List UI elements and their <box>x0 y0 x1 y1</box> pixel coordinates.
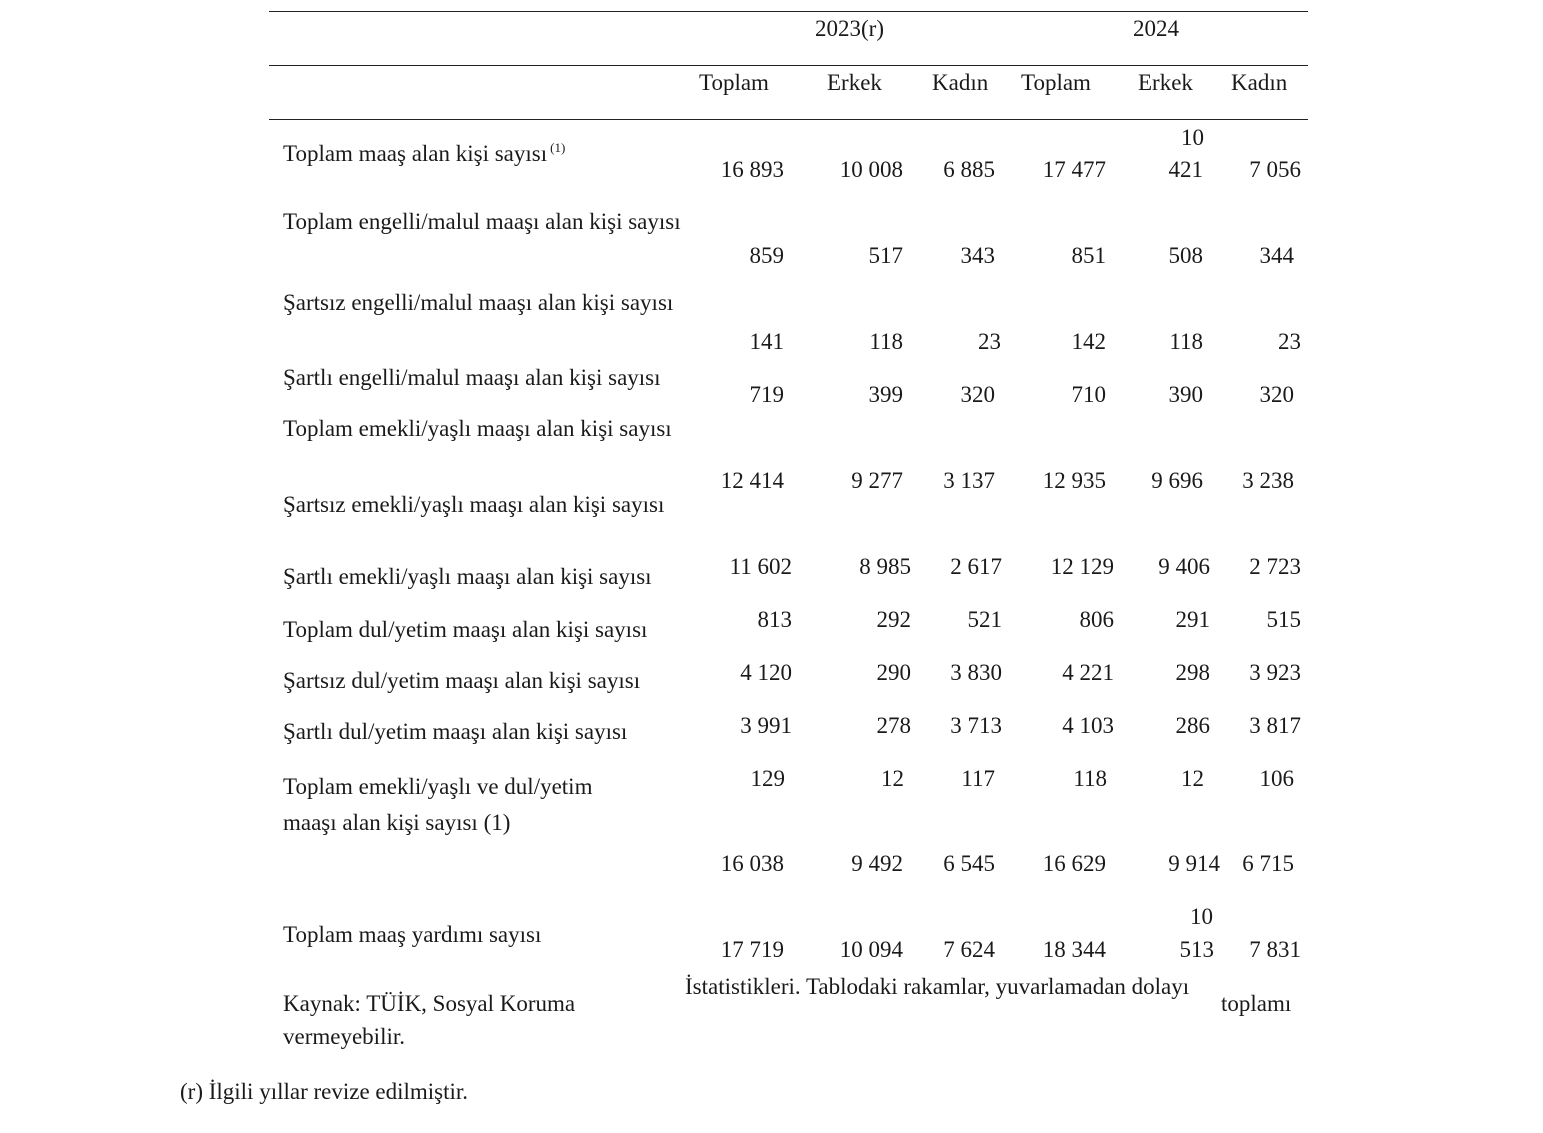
value-cell: 118 <box>1169 329 1203 354</box>
value-cell: 10 <box>1190 904 1213 929</box>
value-cell: 9 914 <box>1168 851 1220 876</box>
value-cell: 8 985 <box>859 554 911 579</box>
row-label: Toplam dul/yetim maaşı alan kişi sayısı <box>283 617 648 642</box>
value-cell: 421 <box>1168 157 1203 182</box>
value-cell: 290 <box>876 660 911 685</box>
value-cell: 343 <box>960 243 995 268</box>
value-cell: 12 129 <box>1050 554 1114 579</box>
value-cell: 9 406 <box>1158 554 1210 579</box>
value-cell: 12 935 <box>1042 468 1106 493</box>
value-cell: 11 602 <box>729 554 792 579</box>
source-note-part2: İstatistikleri. Tablodaki rakamlar, yuvarlamadan dolayı <box>685 974 1190 999</box>
value-cell: 106 <box>1259 766 1294 791</box>
value-cell: 6 715 <box>1242 851 1294 876</box>
value-cell: 118 <box>1073 766 1107 791</box>
value-cell: 9 492 <box>851 851 903 876</box>
value-cell: 12 <box>1181 766 1204 791</box>
row-label: Şartlı emekli/yaşlı maaşı alan kişi sayısı <box>283 564 652 589</box>
value-cell: 286 <box>1175 713 1210 738</box>
value-cell: 16 629 <box>1042 851 1106 876</box>
value-cell: 12 <box>881 766 904 791</box>
value-cell: 7 831 <box>1249 937 1301 962</box>
value-cell: 117 <box>961 766 995 791</box>
value-cell: 3 137 <box>943 468 995 493</box>
value-cell: 6 545 <box>943 851 995 876</box>
value-cell: 2 617 <box>950 554 1002 579</box>
value-cell: 344 <box>1259 243 1294 268</box>
value-cell: 515 <box>1266 607 1301 632</box>
value-cell: 118 <box>869 329 903 354</box>
value-cell: 23 <box>978 329 1001 354</box>
col-erkek-2023: Erkek <box>827 70 882 95</box>
row-label: Şartlı dul/yetim maaşı alan kişi sayısı <box>283 719 628 744</box>
table-top-rule <box>269 11 1308 12</box>
year-header-rule <box>269 65 1308 66</box>
source-note-part3: toplamı <box>1221 991 1292 1016</box>
value-cell: 7 056 <box>1249 157 1301 182</box>
value-cell: 3 817 <box>1249 713 1301 738</box>
value-cell: 4 120 <box>740 660 792 685</box>
year-2023-header: 2023(r) <box>815 16 884 41</box>
value-cell: 719 <box>749 382 784 407</box>
value-cell: 10 008 <box>839 157 903 182</box>
value-cell: 142 <box>1071 329 1106 354</box>
value-cell: 859 <box>749 243 784 268</box>
value-cell: 16 038 <box>720 851 784 876</box>
value-cell: 291 <box>1175 607 1210 632</box>
value-cell: 4 221 <box>1062 660 1114 685</box>
row-label: Toplam emekli/yaşlı maaşı alan kişi sayısı <box>283 416 672 441</box>
value-cell: 320 <box>1259 382 1294 407</box>
row-note: (1) <box>550 140 566 155</box>
source-note-part4: vermeyebilir. <box>283 1024 405 1049</box>
value-cell: 17 719 <box>720 937 784 962</box>
value-cell: 12 414 <box>720 468 784 493</box>
value-cell: 513 <box>1179 937 1214 962</box>
value-cell: 399 <box>868 382 903 407</box>
value-cell: 851 <box>1071 243 1106 268</box>
col-kadin-2023: Kadın <box>932 70 989 95</box>
row-label: Şartlı engelli/malul maaşı alan kişi sayısı <box>283 365 661 390</box>
col-kadin-2024: Kadın <box>1231 70 1288 95</box>
value-cell: 278 <box>876 713 911 738</box>
footnote: (r) İlgili yıllar revize edilmiştir. <box>180 1079 469 1104</box>
row-label: Şartsız emekli/yaşlı maaşı alan kişi sayısı <box>283 492 665 517</box>
col-erkek-2024: Erkek <box>1138 70 1193 95</box>
value-cell: 508 <box>1168 243 1203 268</box>
value-cell: 10 094 <box>839 937 903 962</box>
value-cell: 2 723 <box>1249 554 1301 579</box>
value-cell: 16 893 <box>720 157 784 182</box>
value-cell: 813 <box>757 607 792 632</box>
value-cell: 129 <box>750 766 785 791</box>
value-cell: 6 885 <box>943 157 995 182</box>
value-cell: 292 <box>876 607 911 632</box>
value-cell: 3 713 <box>950 713 1002 738</box>
value-cell: 3 830 <box>950 660 1002 685</box>
value-cell: 3 238 <box>1242 468 1294 493</box>
value-cell: 141 <box>749 329 784 354</box>
source-note-part1: Kaynak: TÜİK, Sosyal Koruma <box>283 991 576 1016</box>
value-cell: 9 696 <box>1151 468 1203 493</box>
value-cell: 517 <box>868 243 903 268</box>
value-cell: 320 <box>960 382 995 407</box>
row-label: Toplam maaş alan kişi sayısı $^{(1)}$ <box>283 140 566 166</box>
value-cell: 3 923 <box>1249 660 1301 685</box>
col-toplam-2024: Toplam <box>1021 70 1091 95</box>
value-cell: 298 <box>1175 660 1210 685</box>
row-label: Toplam engelli/malul maaşı alan kişi sayısı <box>283 209 681 234</box>
value-cell: 390 <box>1168 382 1203 407</box>
value-cell: 10 <box>1181 125 1204 150</box>
value-cell: 23 <box>1278 329 1301 354</box>
value-cell: 806 <box>1079 607 1114 632</box>
row-label: Şartsız dul/yetim maaşı alan kişi sayısı <box>283 668 641 693</box>
value-cell: 17 477 <box>1042 157 1106 182</box>
value-cell: 521 <box>967 607 1002 632</box>
column-header-rule <box>269 119 1308 120</box>
value-cell: 9 277 <box>851 468 903 493</box>
row-label: Şartsız engelli/malul maaşı alan kişi sayısı <box>283 290 674 315</box>
value-cell: 710 <box>1071 382 1106 407</box>
value-cell: 7 624 <box>943 937 995 962</box>
value-cell: 3 991 <box>740 713 792 738</box>
row-label: Toplam emekli/yaşlı ve dul/yetim maaşı alan kişi sayısı (1) <box>283 774 593 835</box>
value-cell: 4 103 <box>1062 713 1114 738</box>
value-cell: 18 344 <box>1042 937 1106 962</box>
col-toplam-2023: Toplam <box>699 70 769 95</box>
year-2024-header: 2024 <box>1133 16 1179 41</box>
row-label: Toplam maaş yardımı sayısı <box>283 922 542 947</box>
